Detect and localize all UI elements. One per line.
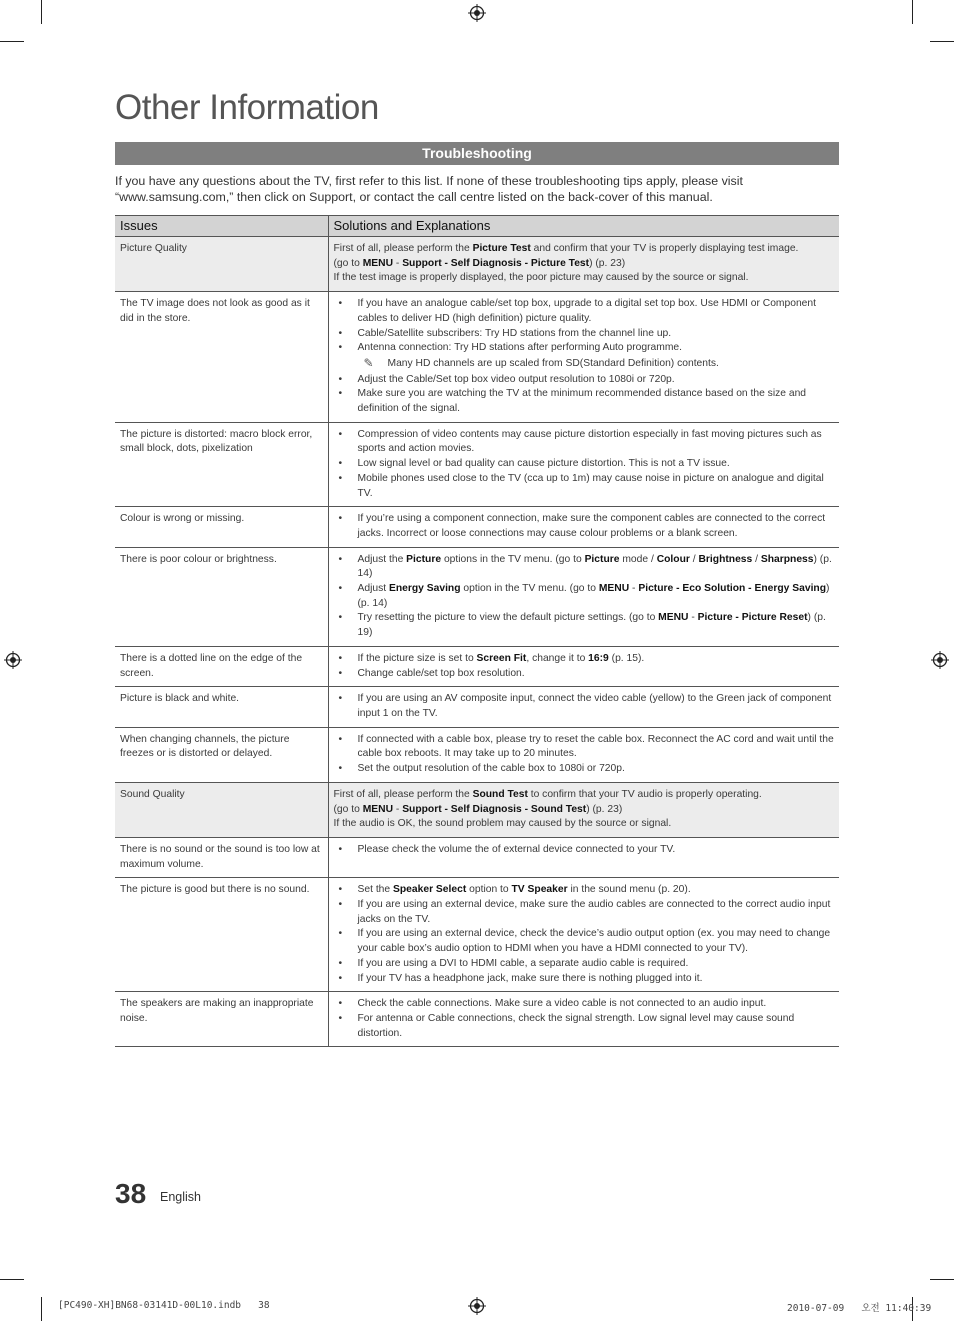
table-row bbox=[115, 878, 839, 992]
issue-cell: Sound Quality bbox=[115, 782, 328, 837]
solution-cell bbox=[328, 507, 839, 547]
list-item: • Make sure you are watching the TV at the minimum recommended distance based on the size and definition of the signal. bbox=[334, 387, 836, 416]
solution-line: If the test image is properly displayed, the poor picture may caused by the source or signal. bbox=[333, 272, 749, 284]
list-item: • Set the output resolution of the cable box to 1080i or 720p. bbox=[334, 762, 836, 777]
list-item: • Antenna connection: Try HD stations after performing Auto programme. bbox=[334, 341, 836, 356]
issue-cell: There is a dotted line on the edge of the screen. bbox=[115, 646, 328, 686]
crop-mark bbox=[930, 41, 954, 42]
issue-cell: The picture is good but there is no sound. bbox=[115, 878, 328, 992]
solution-cell bbox=[328, 992, 839, 1047]
registration-mark-icon bbox=[4, 651, 22, 669]
solution-cell bbox=[328, 422, 839, 507]
table-row bbox=[115, 727, 839, 782]
solution-cell bbox=[328, 878, 839, 992]
list-item: • If connected with a cable box, please try to reset the cable box. Reconnect the AC cord and wait until the cable box reboots. It may take up to 20 minutes. bbox=[334, 733, 836, 762]
page-title: Other Information bbox=[115, 88, 379, 127]
issue-cell: Picture Quality bbox=[115, 237, 328, 292]
list-item: • If the picture size is set to Screen Fit, change it to 16:9 (p. 15). bbox=[334, 652, 836, 667]
print-footer-date: 2010-07-09 오전 11:40:39 bbox=[787, 1303, 932, 1314]
table-row bbox=[115, 992, 839, 1047]
troubleshooting-table bbox=[115, 215, 839, 1047]
solution-cell bbox=[328, 292, 839, 423]
solution-line: (go to MENU - Support - Self Diagnosis - Sound Test) (p. 23) bbox=[333, 803, 623, 815]
solution-line: If the audio is OK, the sound problem may caused by the source or signal. bbox=[333, 818, 672, 830]
intro-paragraph: If you have any questions about the TV, first refer to this list. If none of these troubleshooting tips apply, please visit “www.samsung.com,” then click on Support, or contact the call centre listed on the back-cover of this manual. bbox=[115, 174, 743, 204]
registration-mark-icon bbox=[468, 1297, 486, 1315]
table-row bbox=[115, 837, 839, 877]
table-row bbox=[115, 507, 839, 547]
table-row bbox=[115, 292, 839, 423]
list-item: • Check the cable connections. Make sure a video cable is not connected to an audio input. bbox=[334, 997, 836, 1012]
crop-mark bbox=[41, 1297, 42, 1321]
table-row bbox=[115, 422, 839, 507]
table-row bbox=[115, 782, 839, 837]
list-item: • If you are using an external device, make sure the audio cables are connected to the correct audio input jacks on the TV. bbox=[334, 898, 836, 927]
issue-cell: There is poor colour or brightness. bbox=[115, 547, 328, 646]
issue-cell: When changing channels, the picture freezes or is distorted or delayed. bbox=[115, 727, 328, 782]
list-item: • Adjust the Picture options in the TV menu. (go to Picture mode / Colour / Brightness / Sharpness) (p. 14) bbox=[334, 553, 836, 582]
list-item: • If your TV has a headphone jack, make sure there is nothing plugged into it. bbox=[334, 972, 836, 987]
page-number: 38 bbox=[115, 1178, 147, 1209]
solution-line: First of all, please perform the Picture Test and confirm that your TV is properly displaying test image. bbox=[333, 243, 799, 254]
issues-header: Issues bbox=[115, 216, 328, 237]
list-item: • If you are using an external device, check the device’s audio output option (ex. you may need to change your cable box’s audio option to HDMI when you have a HDMI connected to your TV). bbox=[334, 927, 836, 956]
issue-cell: There is no sound or the sound is too low at maximum volume. bbox=[115, 837, 328, 877]
list-item: • If you are using an AV composite input, connect the video cable (yellow) to the Green jack of component input 1 on the TV. bbox=[334, 692, 836, 721]
note-pencil-icon: ✎ bbox=[363, 355, 374, 370]
solution-cell bbox=[328, 687, 839, 727]
page-language: English bbox=[160, 1190, 201, 1204]
crop-mark bbox=[912, 0, 913, 24]
list-item: • Adjust the Cable/Set top box video output resolution to 1080i or 720p. bbox=[334, 373, 836, 388]
issue-cell: The picture is distorted: macro block error, small block, dots, pixelization bbox=[115, 422, 328, 507]
list-item: • Adjust Energy Saving option in the TV menu. (go to MENU - Picture - Eco Solution - Energy Saving) (p. 14) bbox=[334, 582, 836, 611]
crop-mark bbox=[41, 0, 42, 24]
issue-cell: The TV image does not look as good as it did in the store. bbox=[115, 292, 328, 423]
note: ✎ Many HD channels are up scaled from SD(Standard Definition) contents. bbox=[363, 355, 719, 370]
list-item: • Try resetting the picture to view the default picture settings. (go to MENU - Picture - Picture Reset) (p. 19) bbox=[334, 611, 836, 640]
list-item: • Change cable/set top box resolution. bbox=[334, 667, 836, 682]
issue-cell: Colour is wrong or missing. bbox=[115, 507, 328, 547]
list-item: • If you’re using a component connection, make sure the component cables are connected to the correct jacks. Incorrect or loose connections may cause colour problems or a blank screen. bbox=[334, 512, 836, 541]
print-footer-file: [PC490-XH]BN68-03141D-00L10.indb 38 bbox=[58, 1300, 270, 1311]
solution-cell bbox=[328, 646, 839, 686]
list-item: • Cable/Satellite subscribers: Try HD stations from the channel line up. bbox=[334, 327, 836, 342]
crop-mark bbox=[0, 41, 24, 42]
list-item: • For antenna or Cable connections, check the signal strength. Low signal level may cause sound distortion. bbox=[334, 1012, 836, 1041]
list-item: • Low signal level or bad quality can cause picture distortion. This is not a TV issue. bbox=[334, 457, 836, 472]
solution-cell bbox=[328, 727, 839, 782]
registration-mark-icon bbox=[931, 651, 949, 669]
solution-line: First of all, please perform the Sound Test to confirm that your TV audio is properly operating. bbox=[333, 788, 762, 800]
table-row bbox=[115, 687, 839, 727]
table-header-row bbox=[115, 216, 839, 237]
solution-cell bbox=[328, 547, 839, 646]
solution-line: (go to MENU - Support - Self Diagnosis - Picture Test) (p. 23) bbox=[333, 257, 626, 269]
solution-cell bbox=[328, 237, 839, 292]
issue-cell: The speakers are making an inappropriate noise. bbox=[115, 992, 328, 1047]
registration-mark-icon bbox=[468, 4, 486, 22]
list-item: • Compression of video contents may cause picture distortion especially in fast moving pictures such as sports and action movies. bbox=[334, 428, 836, 457]
solutions-header: Solutions and Explanations bbox=[328, 216, 839, 237]
list-item: • If you have an analogue cable/set top box, upgrade to a digital set top box. Use HDMI or Component cables to deliver HD (high definition) picture quality. bbox=[334, 297, 836, 326]
solution-cell bbox=[328, 837, 839, 877]
table-row bbox=[115, 237, 839, 292]
list-item: • Please check the volume the of external device connected to your TV. bbox=[334, 843, 836, 858]
list-item: • Mobile phones used close to the TV (cca up to 1m) may cause noise in picture on analogue and digital TV. bbox=[334, 472, 836, 501]
solution-cell bbox=[328, 782, 839, 837]
table-row bbox=[115, 547, 839, 646]
crop-mark bbox=[0, 1279, 24, 1280]
list-item: • If you are using a DVI to HDMI cable, a separate audio cable is required. bbox=[334, 957, 836, 972]
section-header: Troubleshooting bbox=[115, 142, 839, 165]
list-item: • Set the Speaker Select option to TV Speaker in the sound menu (p. 20). bbox=[334, 883, 836, 898]
table-row bbox=[115, 646, 839, 686]
crop-mark bbox=[930, 1279, 954, 1280]
issue-cell: Picture is black and white. bbox=[115, 687, 328, 727]
